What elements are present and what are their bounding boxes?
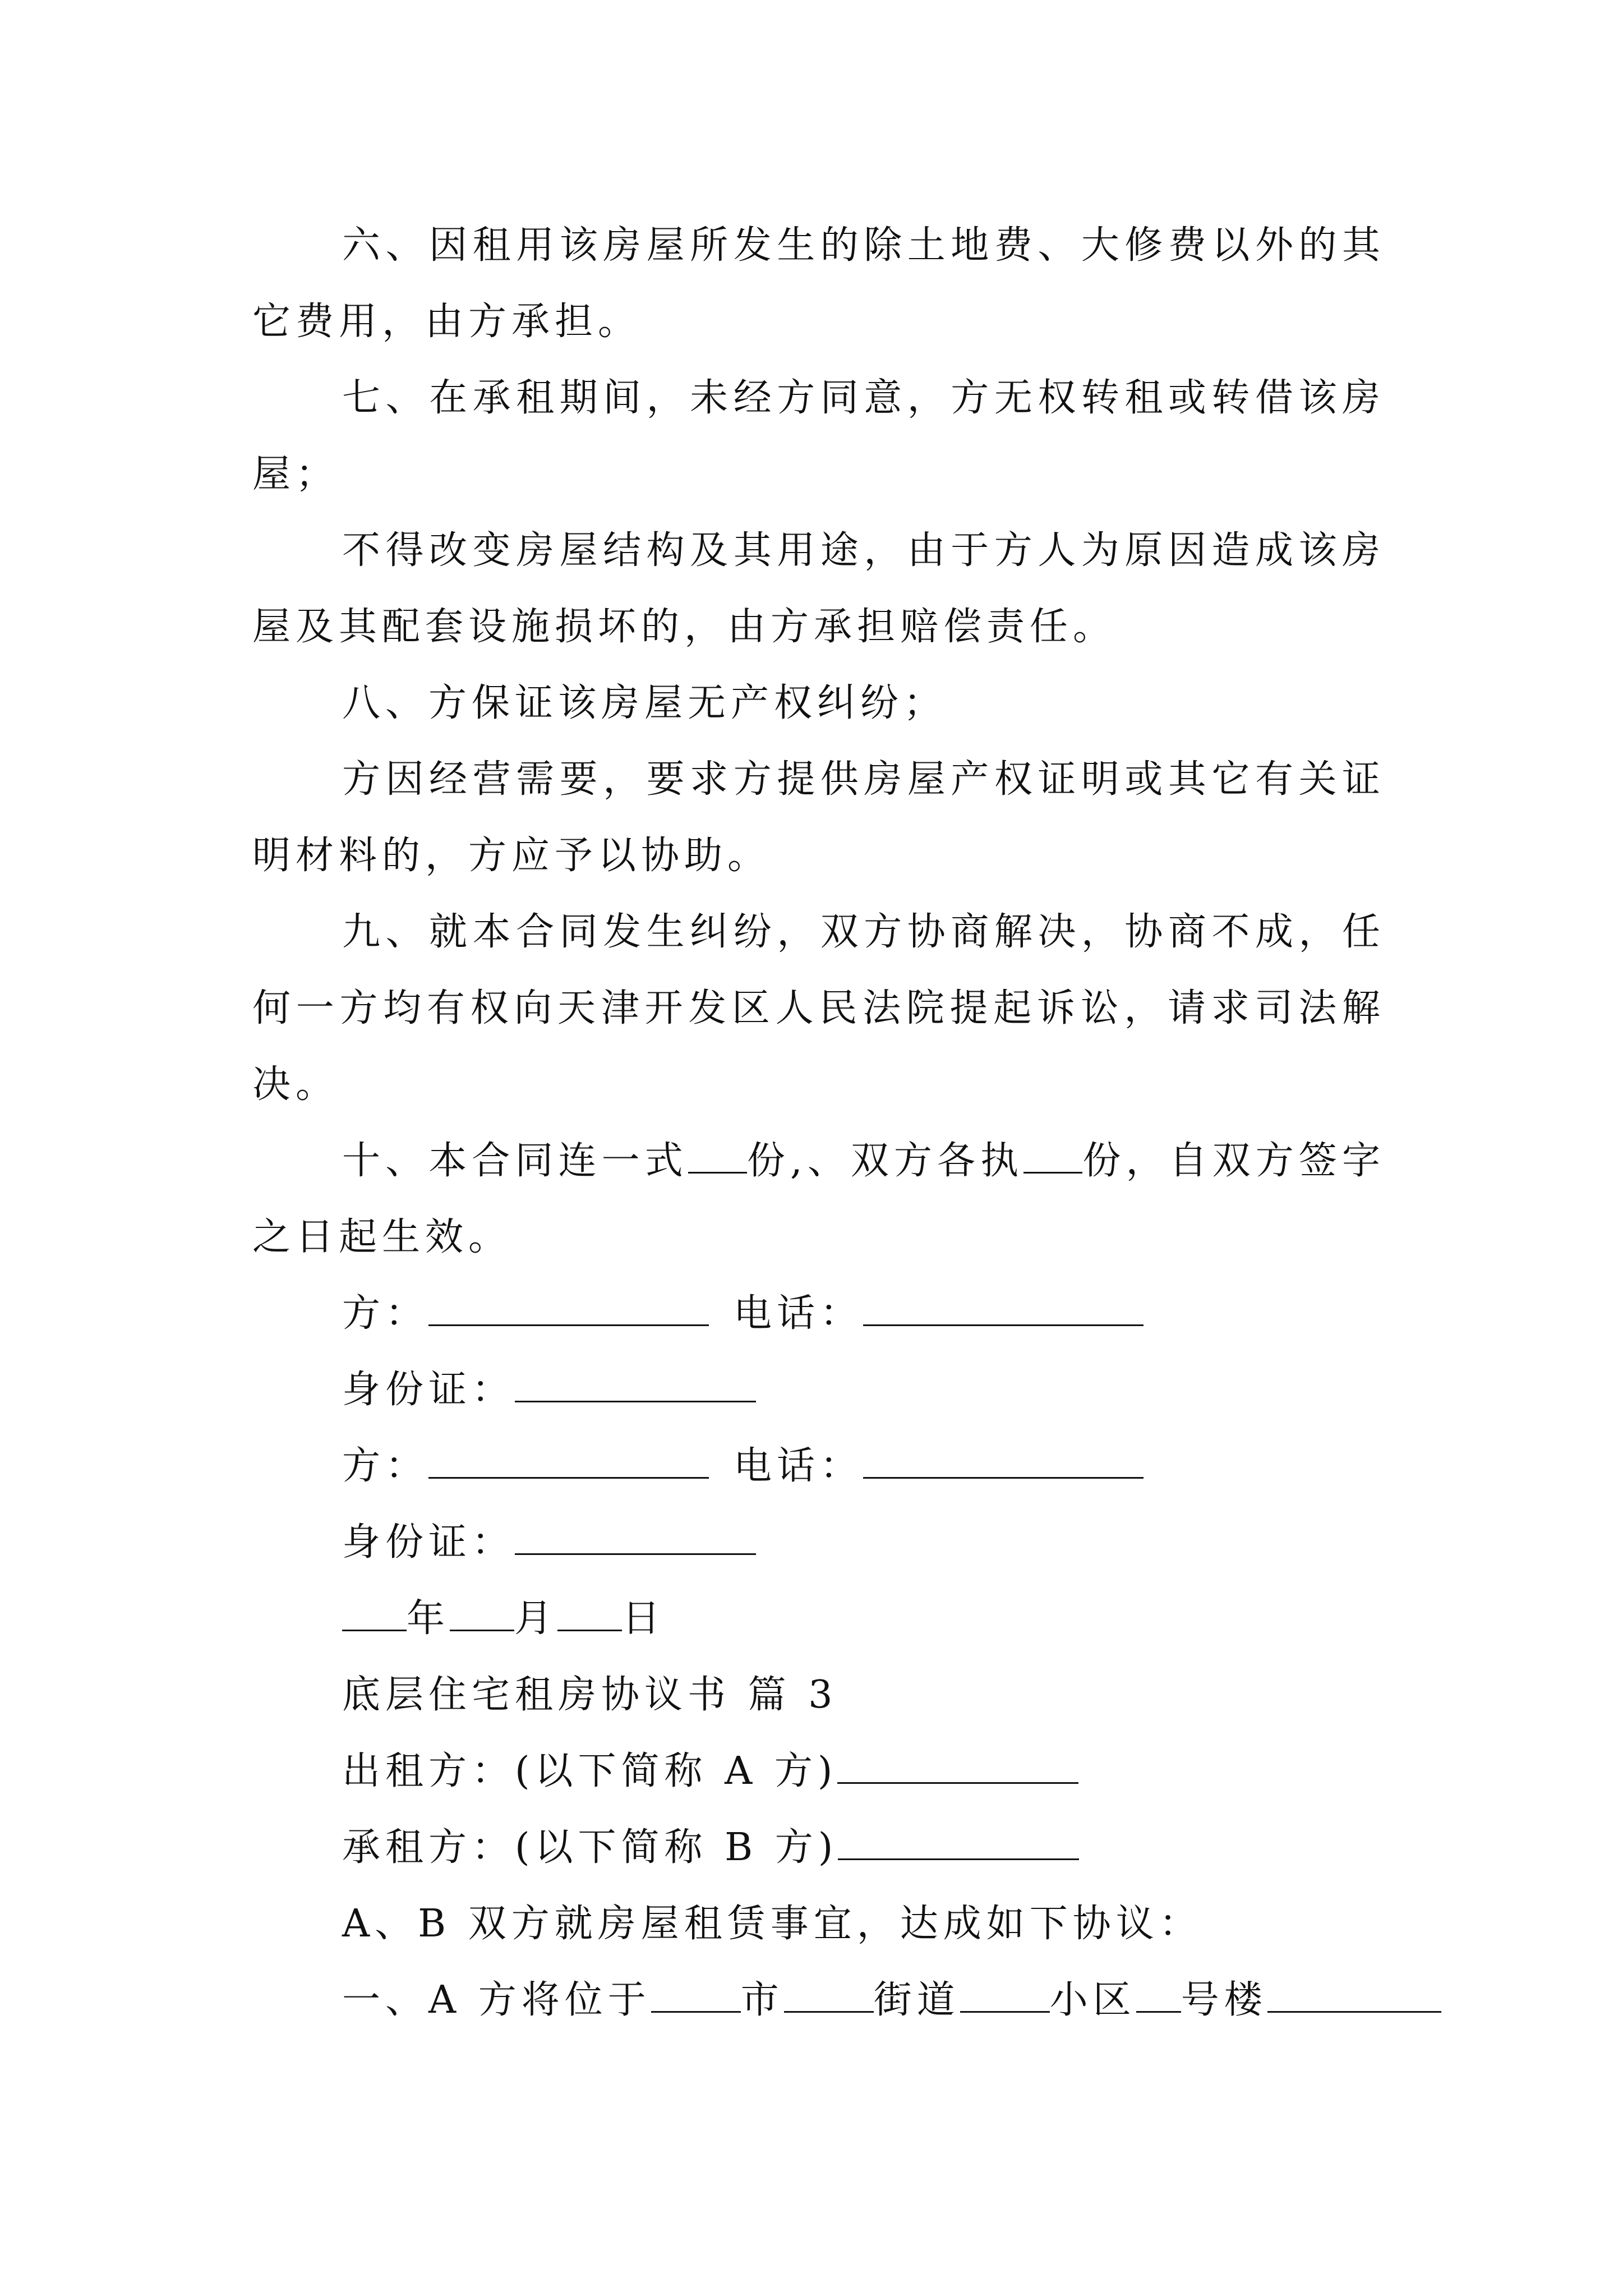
clause-7: 七、在承租期间，未经方同意，方无权转租或转借该房屋； <box>252 376 1385 496</box>
party-a-id-label: 身份证： <box>342 1368 515 1412</box>
date-line <box>252 1581 1385 1657</box>
clause-6: 六、因租用该房屋所发生的除土地费、大修费以外的其它费用，由方承担。 <box>252 223 1385 344</box>
clause-9: 九、就本合同发生纠纷，双方协商解决，协商不成，任何一方均有权向天津开发区人民法院提起诉讼，请求司法解决。 <box>252 910 1385 1107</box>
month-blank <box>450 1597 514 1631</box>
city-label: 市 <box>740 1978 784 2022</box>
party-b-label: 方： <box>342 1444 429 1488</box>
street-label: 街道 <box>873 1978 960 2022</box>
building-number-blank <box>1136 1978 1181 2013</box>
party-b-blank <box>428 1444 709 1479</box>
clause-1-prefix: 一、A 方将位于 <box>342 1978 651 2022</box>
party-a-id-line <box>252 1352 1385 1428</box>
clause-1-line <box>252 1962 1385 2039</box>
clause-10-part-1: 十、本合同连一式 <box>342 1139 688 1183</box>
section-3-title: 底层住宅租房协议书 篇 3 <box>342 1673 838 1717</box>
party-a-id-blank <box>515 1368 756 1402</box>
party-b-signature-line <box>252 1428 1385 1504</box>
clause-10 <box>252 1123 1385 1276</box>
city-blank <box>651 1978 741 2013</box>
address-end-blank <box>1267 1978 1441 2013</box>
party-a-label: 方： <box>342 1291 429 1336</box>
year-label: 年 <box>407 1596 450 1641</box>
lessee-label: 承租方：(以下简称 B 方) <box>342 1825 838 1870</box>
party-a-phone-label: 电话： <box>734 1291 864 1336</box>
copies-each-blank <box>1023 1139 1082 1174</box>
year-blank <box>342 1597 407 1631</box>
day-blank <box>557 1597 622 1631</box>
party-b-phone-label: 电话： <box>734 1444 864 1488</box>
lessee-line <box>252 1810 1385 1886</box>
day-label: 日 <box>622 1596 666 1641</box>
community-blank <box>960 1978 1050 2013</box>
street-blank <box>784 1978 874 2013</box>
party-b-phone-blank <box>863 1444 1144 1479</box>
agreement-intro: A、B 双方就房屋租赁事宜，达成如下协议： <box>342 1902 1202 1946</box>
clause-8: 八、方保证该房屋无产权纠纷； <box>342 681 947 725</box>
lessor-label: 出租方：(以下简称 A 方) <box>342 1749 838 1793</box>
building-label: 号楼 <box>1181 1978 1267 2022</box>
copies-total-blank <box>688 1139 747 1174</box>
lessor-line <box>252 1733 1385 1810</box>
community-label: 小区 <box>1049 1978 1136 2022</box>
lessor-blank <box>837 1750 1078 1784</box>
party-b-id-label: 身份证： <box>342 1520 515 1565</box>
party-a-signature-line <box>252 1276 1385 1352</box>
clause-8-continued: 方因经营需要，要求方提供房屋产权证明或其它有关证明材料的，方应予以协助。 <box>252 757 1385 878</box>
document-body <box>252 208 1385 2039</box>
party-b-id-blank <box>515 1521 756 1555</box>
clause-7-continued: 不得改变房屋结构及其用途，由于方人为原因造成该房屋及其配套设施损坏的，由方承担赔偿责任。 <box>252 528 1385 649</box>
lessee-blank <box>838 1826 1079 1860</box>
clause-10-part-2: 份,、双方各执 <box>746 1139 1024 1183</box>
party-a-blank <box>428 1292 709 1326</box>
month-label: 月 <box>514 1596 558 1641</box>
clause-10-part-3: 份，自双方签字之日起生效。 <box>252 1139 1385 1259</box>
party-b-id-line <box>252 1504 1385 1581</box>
party-a-phone-blank <box>863 1292 1144 1326</box>
